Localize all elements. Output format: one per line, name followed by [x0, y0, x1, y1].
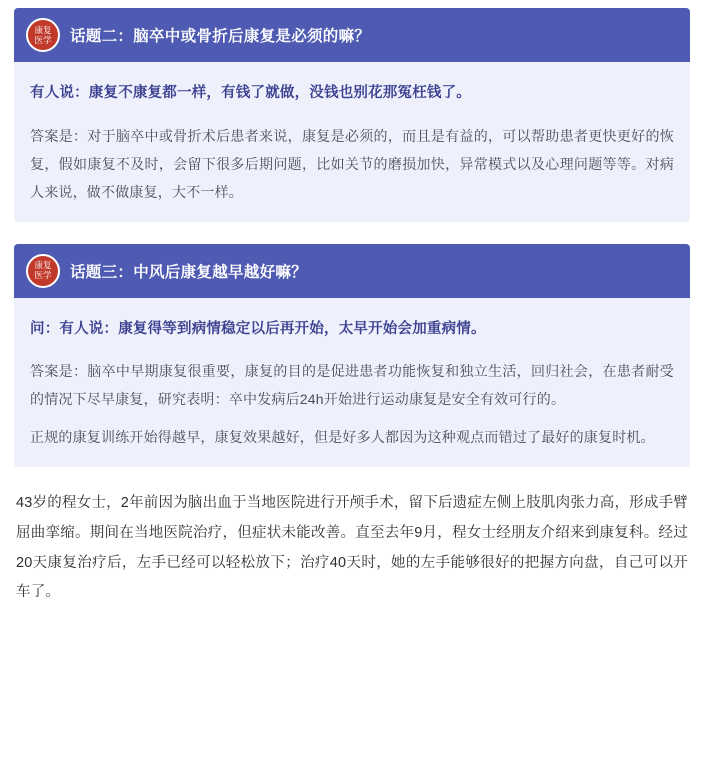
badge-line-1: 康复	[34, 24, 52, 35]
rehab-medicine-logo-icon	[26, 18, 60, 52]
card-header	[14, 8, 690, 62]
card-quote: 问：有人说：康复得等到病情稳定以后再开始，太早开始会加重病情。	[30, 320, 486, 337]
card-answer-paragraph: 答案是：脑卒中早期康复很重要，康复的目的是促进患者功能恢复和独立生活，回归社会，在患者耐受的情况下尽早康复，研究表明：卒中发病后24h开始进行运动康复是安全有效可行的。	[30, 363, 674, 408]
card-body	[14, 62, 690, 222]
badge-line-2: 医学	[34, 34, 52, 45]
card-title: 话题二：脑卒中或骨折后康复是必须的嘛？	[70, 28, 371, 45]
case-story-paragraph: 43岁的程女士，2年前因为脑出血于当地医院进行开颅手术，留下后遗症左侧上肢肌肉张力高，形成手臂屈曲挛缩。期间在当地医院治疗，但症状未能改善。直至去年9月，程女士经朋友介绍来到康复科。经过20天康复治疗后，左手已经可以轻松放下；治疗40天时，她的左手能够很好的把握方向盘，自己可以开车了。	[16, 495, 688, 601]
card-answer-paragraph: 答案是：对于脑卒中或骨折术后患者来说，康复是必须的，而且是有益的，可以帮助患者更快更好的恢复，假如康复不及时，会留下很多后期问题，比如关节的磨损加快，异常模式以及心理问题等等。对病人来说，做不做康复，大不一样。	[30, 127, 674, 200]
card-quote: 有人说：康复不康复都一样，有钱了就做，没钱也别花那冤枉钱了。	[30, 85, 471, 101]
card-header	[14, 244, 690, 298]
card-title: 话题三：中风后康复越早越好嘛？	[70, 263, 308, 281]
topic-card-3	[14, 244, 690, 468]
rehab-medicine-logo-icon	[26, 254, 60, 288]
badge-line-1: 康复	[34, 260, 52, 270]
card-answer-paragraph: 正规的康复训练开始得越早，康复效果越好，但是好多人都因为这种观点而错过了最好的康复时机。	[30, 429, 655, 446]
topic-card-2	[14, 8, 690, 222]
badge-line-2: 医学	[34, 270, 52, 280]
card-body	[14, 298, 690, 468]
